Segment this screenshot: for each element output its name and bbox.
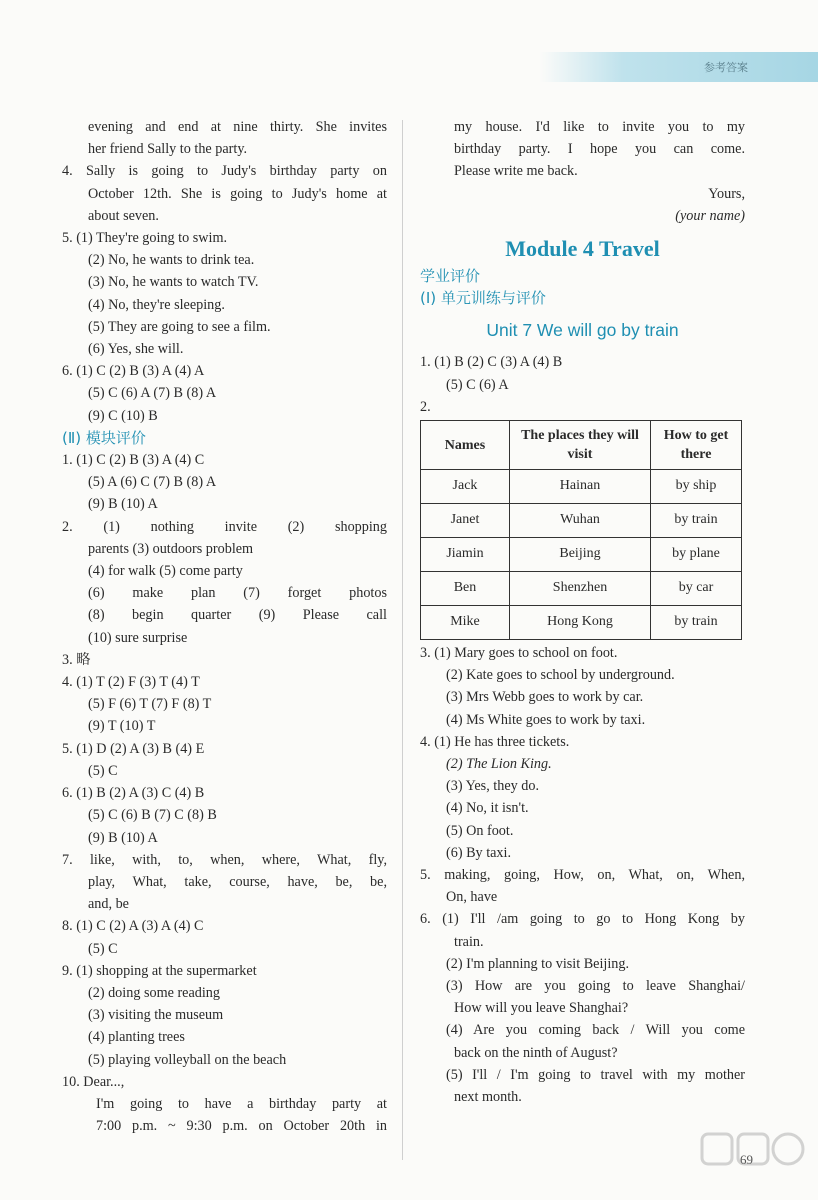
page-number: 69 <box>740 1152 753 1167</box>
answer-line: 4. Sally is going to Judy's birthday party on <box>62 163 387 180</box>
table-cell: Jiamin <box>421 538 510 572</box>
answer-line: 6. (1) B (2) A (3) C (4) B <box>62 785 205 802</box>
table-cell: by plane <box>651 538 742 572</box>
answer-line: play, What, take, course, have, be, be, <box>88 873 387 890</box>
answer-line: her friend Sally to the party. <box>88 141 248 158</box>
table-cell: Hainan <box>510 470 651 504</box>
table-row <box>421 538 742 572</box>
answer-line: (4) Are you coming back / Will you come <box>446 1022 745 1039</box>
answer-line: October 12th. She is going to Judy's home at <box>88 185 387 202</box>
answer-line: (Ⅱ) 模块评价 <box>62 428 146 447</box>
answer-line: 10. Dear..., <box>62 1073 125 1090</box>
answer-line: back on the ninth of August? <box>454 1044 618 1061</box>
answer-line: (2) Kate goes to school by underground. <box>446 667 675 684</box>
answer-line: 9. (1) shopping at the supermarket <box>62 962 257 979</box>
answer-line: 3. (1) Mary goes to school on foot. <box>420 645 618 662</box>
table-cell: by train <box>651 504 742 538</box>
answer-line: 3. 略 <box>62 651 91 668</box>
answer-line: (4) planting trees <box>88 1029 185 1046</box>
left-column <box>62 116 387 1137</box>
unit-title: Unit 7 We will go by train <box>486 320 679 341</box>
answer-line: (2) doing some reading <box>88 984 220 1001</box>
letter-line: my house. I'd like to invite you to my <box>454 119 745 135</box>
table-cell: Janet <box>421 504 510 538</box>
answer-line: 8. (1) C (2) A (3) A (4) C <box>62 918 204 935</box>
answer-line: (4) Ms White goes to work by taxi. <box>446 711 646 728</box>
answer-line: (9) C (10) B <box>88 407 158 424</box>
answer-line: (6) By taxi. <box>446 844 512 861</box>
answer-line: 5. making, going, How, on, What, on, When, <box>420 867 745 884</box>
letter-continuation <box>420 116 745 227</box>
answer-line: (5) They are going to see a film. <box>88 318 271 335</box>
question-1 <box>420 351 745 395</box>
module-title: Module 4 Travel <box>505 236 660 262</box>
answer-line: 6. (1) I'll /am going to go to Hong Kong by <box>420 911 745 928</box>
answer-line: about seven. <box>88 207 159 224</box>
table-cell: Ben <box>421 572 510 606</box>
table-header-names: Names <box>421 421 510 470</box>
table-header-row <box>421 421 742 470</box>
table-header-places: The places they will visit <box>510 421 651 470</box>
section-academic-evaluation: 学业评价 <box>420 267 481 286</box>
answer-line: (5) I'll / I'm going to travel with my mother <box>446 1066 745 1083</box>
table-row <box>421 606 742 640</box>
letter-line: Please write me back. <box>454 163 578 180</box>
answer-line: (5) C (6) A <box>446 376 509 393</box>
table-cell: by car <box>651 572 742 606</box>
travel-table <box>420 420 742 640</box>
banner-label: 参考答案 <box>704 61 748 74</box>
answer-line: 4. (1) He has three tickets. <box>420 733 570 750</box>
answer-line: 1. (1) B (2) C (3) A (4) B <box>420 354 563 371</box>
answer-line: I'm going to have a birthday party at <box>96 1095 387 1112</box>
table-header-how: How to get there <box>651 421 742 470</box>
answer-line: train. <box>454 933 484 950</box>
answer-line: On, have <box>446 889 498 906</box>
table-cell: Beijing <box>510 538 651 572</box>
answer-line: How will you leave Shanghai? <box>454 1000 629 1017</box>
answer-line: (4) for walk (5) come party <box>88 563 243 580</box>
answer-line: (5) C <box>88 762 118 779</box>
answer-line: (8) begin quarter (9) Please call <box>88 607 387 624</box>
answer-line: (9) T (10) T <box>88 718 156 735</box>
letter-line: Yours, <box>708 185 745 202</box>
table-cell: Wuhan <box>510 504 651 538</box>
answer-line: (6) Yes, she will. <box>88 341 184 358</box>
answer-line: (5) playing volleyball on the beach <box>88 1051 287 1068</box>
answer-line: 1. (1) C (2) B (3) A (4) C <box>62 452 205 469</box>
letter-line: (your name) <box>675 207 745 224</box>
answer-line: 6. (1) C (2) B (3) A (4) A <box>62 363 205 380</box>
answers-3-to-6 <box>420 642 745 1108</box>
table-cell: Hong Kong <box>510 606 651 640</box>
header-banner <box>540 52 818 82</box>
answer-line: (3) How are you going to leave Shanghai/ <box>446 978 745 995</box>
answer-line: 7. like, with, to, when, where, What, fly, <box>62 851 387 868</box>
answer-line: 4. (1) T (2) F (3) T (4) T <box>62 674 200 691</box>
table-cell: Jack <box>421 470 510 504</box>
table-cell: by train <box>651 606 742 640</box>
answer-line: 2. (1) nothing invite (2) shopping <box>62 518 387 535</box>
letter-line: birthday party. I hope you can come. <box>454 141 745 158</box>
answer-line: (3) visiting the museum <box>88 1007 224 1024</box>
table-row <box>421 504 742 538</box>
answer-line: 5. (1) They're going to swim. <box>62 230 228 247</box>
answer-line: 7:00 p.m. ~ 9:30 p.m. on October 20th in <box>96 1118 387 1135</box>
answer-line: 5. (1) D (2) A (3) B (4) E <box>62 740 205 757</box>
answer-line: (3) Mrs Webb goes to work by car. <box>446 689 644 706</box>
table-cell: Shenzhen <box>510 572 651 606</box>
table-cell: by ship <box>651 470 742 504</box>
answer-line: (5) C <box>88 940 118 957</box>
table-row <box>421 572 742 606</box>
table-cell: Mike <box>421 606 510 640</box>
answer-line: (6) make plan (7) forget photos <box>88 585 387 602</box>
answer-line: (5) C (6) A (7) B (8) A <box>88 385 217 402</box>
column-divider <box>402 120 403 1160</box>
answer-line: (2) No, he wants to drink tea. <box>88 252 255 269</box>
answer-line: (2) The Lion King. <box>446 756 552 773</box>
answer-line: evening and end at nine thirty. She invites <box>88 119 387 135</box>
answer-line: and, be <box>88 896 129 913</box>
table-row <box>421 470 742 504</box>
answer-line: parents (3) outdoors problem <box>88 540 254 557</box>
answer-line: (5) C (6) B (7) C (8) B <box>88 807 217 824</box>
answer-line: (9) B (10) A <box>88 496 158 513</box>
section-unit-training: (Ⅰ) 单元训练与评价 <box>420 289 546 308</box>
right-column <box>420 116 745 1108</box>
answer-line: (5) F (6) T (7) F (8) T <box>88 696 212 713</box>
answer-line: (5) On foot. <box>446 822 514 839</box>
watermark-logo <box>700 1130 810 1190</box>
answer-line: (3) No, he wants to watch TV. <box>88 274 259 291</box>
answer-line: (4) No, it isn't. <box>446 800 529 817</box>
answer-line: next month. <box>454 1089 522 1106</box>
answer-line: (10) sure surprise <box>88 629 188 646</box>
answer-line: (3) Yes, they do. <box>446 778 540 795</box>
question-2-label: 2. <box>420 398 431 415</box>
answer-line: (2) I'm planning to visit Beijing. <box>446 955 630 972</box>
answer-line: (5) A (6) C (7) B (8) A <box>88 474 217 491</box>
answer-line: (9) B (10) A <box>88 829 158 846</box>
answer-line: (4) No, they're sleeping. <box>88 296 225 313</box>
